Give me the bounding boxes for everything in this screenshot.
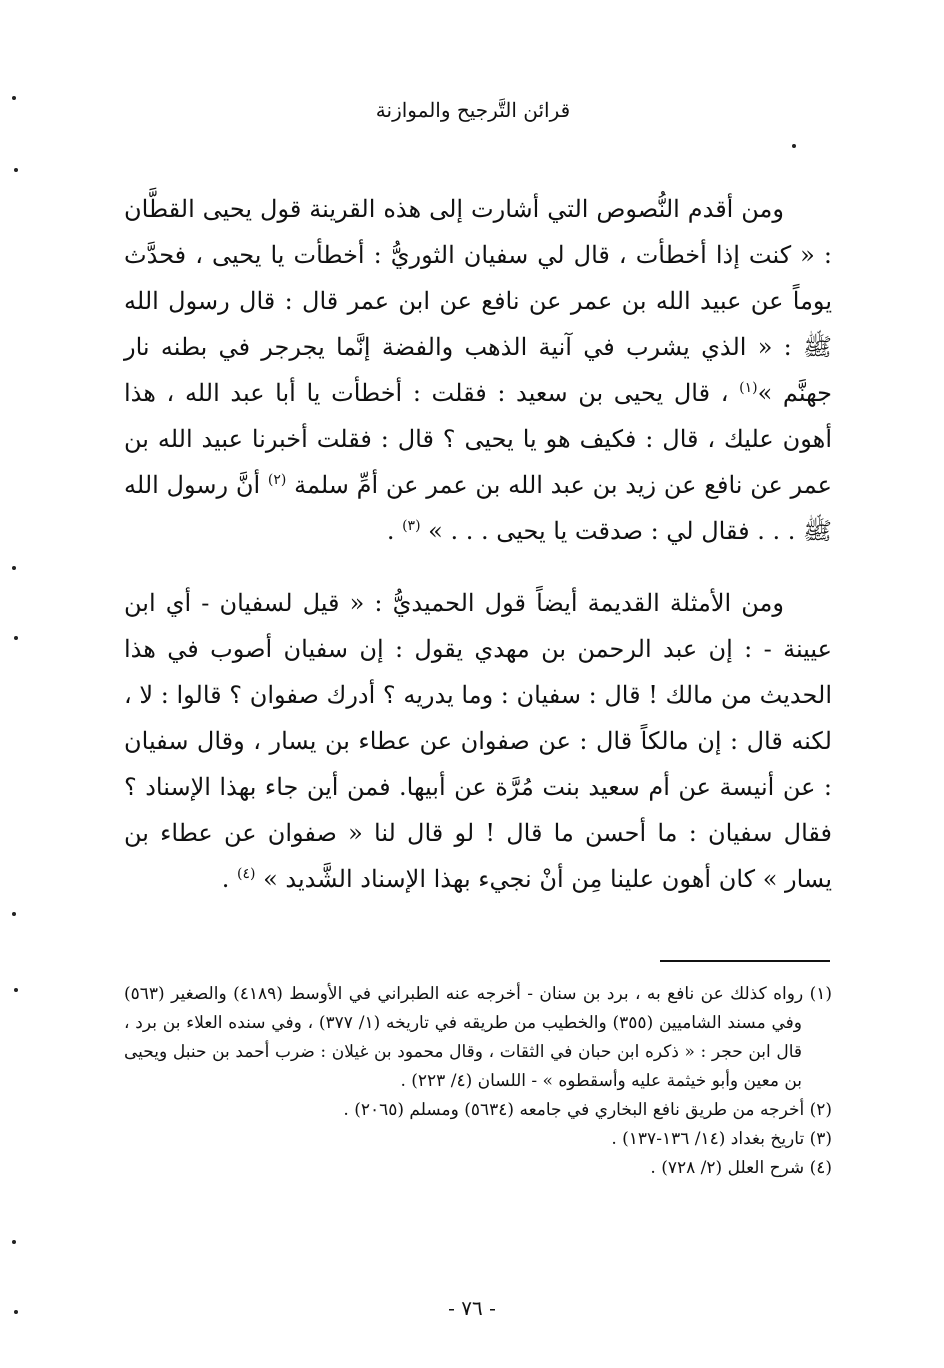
footnote-ref-2: (٢) xyxy=(267,472,287,488)
footnotes xyxy=(124,980,832,1183)
footnote-separator xyxy=(660,960,830,962)
scan-speck xyxy=(12,1240,16,1244)
scan-speck xyxy=(792,144,796,148)
scan-speck xyxy=(14,636,18,640)
running-header: قرائن التَّرجيح والموازنة xyxy=(375,98,571,122)
footnote-1: (١) رواه كذلك عن نافع به ، برد بن سنان - أخرجه عنه الطبراني في الأوسط (٤١٨٩) والصغير (٥٦٣) وفي مسند الشاميين (٣٥٥) والخطيب من طريقه في تاريخه (١/ ٣٧٧) ، وفي سنده العلاء بن برد ، قال ابن حجر : « ذكره ابن حبان في الثقات ، وقال محمود بن غيلان : ضرب أحمد بن حنبل ويحيى بن معين وأبو خيثمة عليه وأسقطوه » - اللسان (٤/ ٢٢٣) . xyxy=(124,984,832,1091)
scan-speck xyxy=(12,566,16,570)
paragraph-1-text-3: أنَّ رسول الله ﷺ . . . فقال لي : صدقت يا يحيى . . . » xyxy=(124,471,832,545)
footnote-ref-1: (١) xyxy=(739,380,758,396)
scan-speck xyxy=(14,988,18,992)
scan-speck xyxy=(14,1310,18,1314)
scan-speck xyxy=(12,912,16,916)
paragraph-1 xyxy=(124,186,832,554)
scan-speck xyxy=(12,96,16,100)
scan-speck xyxy=(14,168,18,172)
paragraph-1-text-4: . xyxy=(386,517,403,545)
paragraph-2 xyxy=(124,580,832,902)
paragraph-1-text-2: ، قال يحيى بن سعيد : فقلت : أخطأت يا أبا عبد الله ، هذا أهون عليك ، قال : فكيف هو يا يحيى ؟ قال : فقلت أخبرنا عبيد الله بن عمر عن نافع عن زيد بن عبد الله بن عمر عن أمِّ سلمة xyxy=(124,379,832,499)
footnote-ref-3: (٣) xyxy=(402,518,421,534)
main-text xyxy=(124,186,832,902)
paragraph-1-text: ومن أقدم النُّصوص التي أشارت إلى هذه القرينة قول يحيى القطَّان : « كنت إذا أخطأت ، قال لي سفيان الثوريُّ : أخطأت يا يحيى ، فحدَّث يوماً عن عبيد الله بن عمر عن نافع عن ابن عمر قال : قال رسول الله ﷺ : « الذي يشرب في آنية الذهب والفضة إنَّما يجرجر في بطنه نار جهنَّم » xyxy=(124,195,832,407)
paragraph-2-text: ومن الأمثلة القديمة أيضاً قول الحميديُّ : « قيل لسفيان - أي ابن عيينة - : إن عبد الرحمن بن مهدي يقول : إن سفيان أصوب في هذا الحديث من مالك ! قال : سفيان : وما يدريه ؟ أدرك صفوان ؟ قالوا : لا ، لكنه قال : إن مالكاً قال : عن صفوان عن عطاء بن يسار ، وقال سفيان : عن أنيسة عن أم سعيد بنت مُرَّة عن أبيها. فمن أين جاء بهذا الإسناد ؟ فقال سفيان : ما أحسن ما قال ! لو قال لنا « صفوان عن عطاء بن يسار » كان أهون علينا مِن أنْ نجيء بهذا الإسناد الشَّديد » xyxy=(124,589,832,893)
footnote-3: (٣) تاريخ بغداد (١٤/ ١٣٦-١٣٧) . xyxy=(611,1129,832,1149)
footnote-4: (٤) شرح العلل (٢/ ٧٢٨) . xyxy=(650,1158,832,1178)
footnote-2: (٢) أخرجه من طريق نافع البخاري في جامعه (٥٦٣٤) ومسلم (٢٠٦٥) . xyxy=(343,1100,832,1120)
paragraph-2-text-2: . xyxy=(221,865,237,893)
footnote-ref-4: (٤) xyxy=(236,866,256,882)
page-number: - ٧٦ - xyxy=(448,1296,496,1320)
